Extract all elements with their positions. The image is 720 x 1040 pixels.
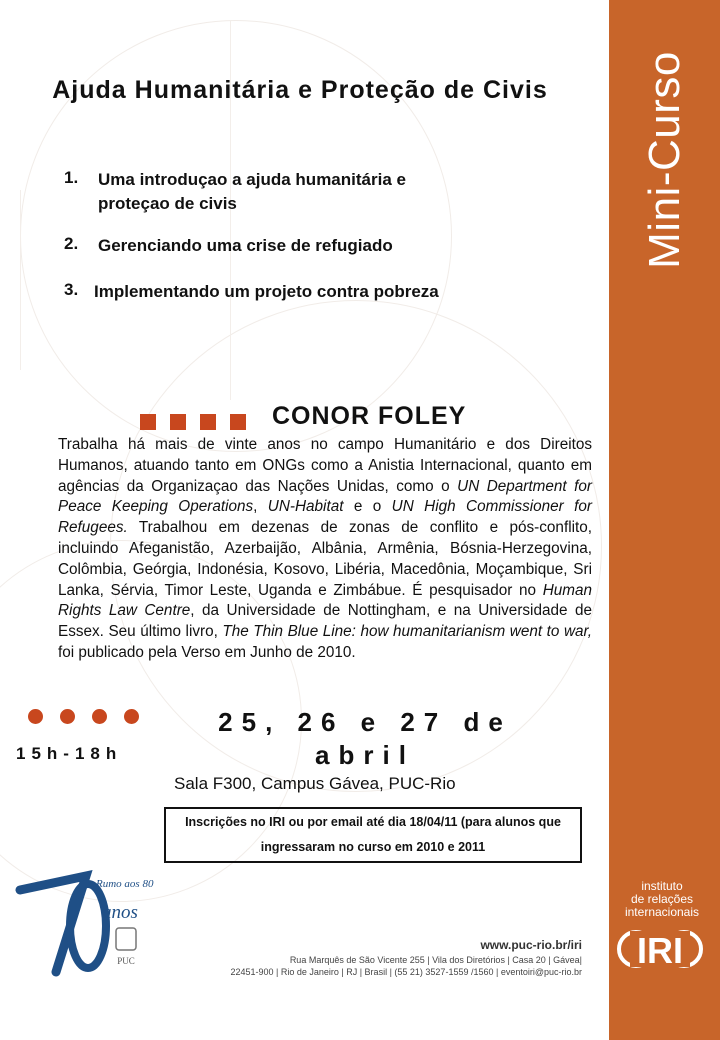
logo-puc: PUC [117, 956, 135, 966]
bio-italic-segment: The Thin Blue Line: how humanitarianism went to war, [222, 623, 593, 641]
dot-bullet [60, 709, 75, 724]
seventy-years-logo [16, 868, 154, 978]
logo-caption-top: Rumo aos 80 [96, 878, 154, 890]
mini-curso-label: Mini-Curso [639, 51, 689, 269]
background-line [20, 190, 21, 370]
dot-bullets [28, 709, 139, 724]
square-bullet [200, 414, 216, 430]
bio-text-segment: e o [343, 498, 392, 516]
bio-italic-segment: Human Rights Law Centre [58, 581, 592, 620]
bio-text-segment: Trabalhou em dezenas de zonas de conflito e pós-conflito, incluindo Afeganistão, Azerbaijão, Albânia, Armênia, Bósnia-Herzegovina, Colômbia, Geórgia, Indonésia, Kosovo, Libéria, Macedônia, Moçambique, Sri Lanka, Sérvia, Timor Leste, Uganda e Zimbábue. É pesquisador no [58, 519, 592, 599]
topic-item: 1. Uma introduçao a ajuda humanitária e proteçao de civis [64, 168, 406, 213]
registration-box [164, 807, 582, 863]
dot-bullet [92, 709, 107, 724]
square-bullet [170, 414, 186, 430]
dot-bullet [28, 709, 43, 724]
page-title: Ajuda Humanitária e Proteção de Civis [52, 76, 548, 104]
speaker-name: CONOR FOLEY [272, 402, 467, 430]
bio-italic-segment: UN Department for Peace Keeping Operations [58, 477, 592, 516]
side-title [609, 0, 720, 320]
square-bullets [140, 414, 246, 430]
registration-text: Inscrições no IRI ou por email até dia 18/04/11 (para alunos que ingressaram no curso em 2010 e 2011 [185, 815, 561, 854]
speaker-bio [58, 435, 592, 664]
website-link[interactable]: www.puc-rio.br/iri [480, 938, 582, 952]
institute-name: instituto de relações internacionais [624, 879, 700, 919]
bio-text-segment: , [253, 498, 268, 516]
square-bullet [140, 414, 156, 430]
logo-caption: anos [102, 902, 138, 923]
iri-logo [618, 925, 702, 973]
address: Rua Marquês de São Vicente 255 | Vila dos Diretórios | Casa 20 | Gávea| 22451-900 | Rio de Janeiro | RJ | Brasil | (55 21) 3527-1559 /1560 | eventoiri@puc-rio.br [230, 955, 582, 977]
bio-text-segment: Trabalha há mais de vinte anos no campo Humanitário e dos Direitos Humanos, atuando tanto em ONGs como a Anistia Internacional, quanto em agências da Organizaçao das Nações Unidas, como o [58, 436, 592, 495]
bio-text-segment: , da Universidade de Nottingham, e na Universidade de Essex. Seu último livro, [58, 602, 592, 641]
course-hours: 15h-18h [16, 744, 123, 763]
puc-shield-icon [116, 928, 136, 950]
bio-italic-segment: UN-Habitat [267, 498, 344, 516]
course-dates: 25, 26 e 27 de abril [218, 707, 512, 770]
course-location: Sala F300, Campus Gávea, PUC-Rio [174, 774, 456, 793]
bio-italic-segment: UN High Commissioner for Refugees. [58, 498, 593, 537]
bio-text-segment: foi publicado pela Verso em Junho de 2010. [58, 643, 356, 661]
topic-item: 3. Implementando um projeto contra pobreza [64, 280, 439, 301]
dot-bullet [124, 709, 139, 724]
square-bullet [230, 414, 246, 430]
iri-logo-text: IRI [636, 930, 684, 971]
topic-item: 2. Gerenciando uma crise de refugiado [64, 234, 393, 255]
